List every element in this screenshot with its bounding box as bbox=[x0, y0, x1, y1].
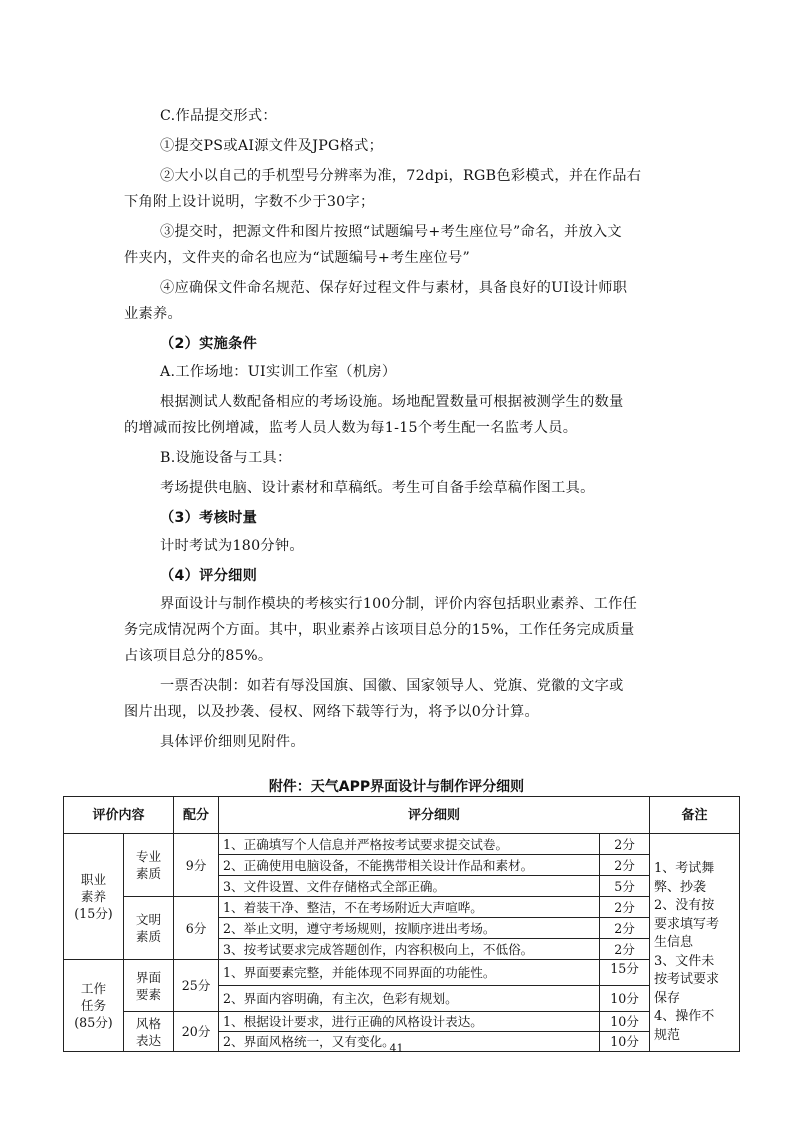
criterion-points: 15分 bbox=[600, 960, 650, 986]
paragraph-line: 根据测试人数配备相应的考场设施。场地配置数量可根据被测学生的数量 bbox=[160, 394, 624, 410]
paragraph-line: 占该项目总分的85%。 bbox=[124, 648, 273, 664]
criterion-text: 2、正确使用电脑设备，不能携带相关设计作品和素材。 bbox=[219, 855, 600, 876]
table-row bbox=[64, 897, 740, 918]
sub-score: 20分 bbox=[174, 1012, 219, 1052]
criterion-points: 2分 bbox=[600, 855, 650, 876]
paragraph-line: 业素养。 bbox=[124, 306, 182, 322]
paragraph-line: ②大小以自己的手机型号分辨率为准，72dpi，RGB色彩模式，并在作品右 bbox=[160, 168, 642, 184]
criterion-text: 1、根据设计要求，进行正确的风格设计表达。 bbox=[219, 1012, 600, 1032]
criterion-text: 2、界面内容明确，有主次，色彩有规划。 bbox=[219, 986, 600, 1012]
table-caption: 附件：天气APP界面设计与制作评分细则 bbox=[268, 779, 525, 795]
criterion-points: 2分 bbox=[600, 897, 650, 918]
criterion-points: 2分 bbox=[600, 834, 650, 855]
sub-label: 文明 素质 bbox=[124, 897, 174, 960]
section-heading: （3）考核时量 bbox=[160, 510, 258, 526]
criterion-text: 2、界面风格统一，又有变化。 bbox=[219, 1032, 600, 1052]
criterion-text: 1、界面要素完整，并能体现不同界面的功能性。 bbox=[219, 960, 600, 986]
criterion-points: 2分 bbox=[600, 939, 650, 960]
table-header-row bbox=[64, 797, 740, 834]
criterion-points: 10分 bbox=[600, 1012, 650, 1032]
paragraph-line: 图片出现，以及抄袭、侵权、网络下载等行为，将予以0分计算。 bbox=[124, 704, 539, 720]
page-number: 41 bbox=[389, 1042, 404, 1055]
scoring-table bbox=[63, 796, 740, 1052]
criterion-text: 3、文件设置、文件存储格式全部正确。 bbox=[219, 876, 600, 897]
group-label: 工作 任务 (85分) bbox=[64, 960, 124, 1052]
paragraph-line: ④应确保文件命名规范、保存好过程文件与素材，具备良好的UI设计师职 bbox=[160, 280, 628, 296]
sub-label: 风格 表达 bbox=[124, 1012, 174, 1052]
paragraph-line: 的增减而按比例增减，监考人员人数为每1-15个考生配一名监考人员。 bbox=[124, 420, 578, 436]
section-heading: （4）评分细则 bbox=[160, 568, 258, 584]
group-label: 职业 素养 (15分) bbox=[64, 834, 124, 960]
criterion-points: 5分 bbox=[600, 876, 650, 897]
criterion-text: 3、按考试要求完成答题创作，内容积极向上，不低俗。 bbox=[219, 939, 600, 960]
paragraph-line: 务完成情况两个方面。其中，职业素养占该项目总分的15%，工作任务完成质量 bbox=[124, 622, 635, 638]
paragraph-line: 下角附上设计说明，字数不少于30字； bbox=[124, 194, 375, 210]
table-row bbox=[64, 960, 740, 986]
sub-label: 专业 素质 bbox=[124, 834, 174, 897]
paragraph-line: B.设施设备与工具： bbox=[160, 450, 292, 466]
paragraph-line: 一票否决制：如若有辱没国旗、国徽、国家领导人、党旗、党徽的文字或 bbox=[160, 678, 624, 694]
header-criteria: 评分细则 bbox=[219, 797, 650, 834]
criterion-points: 2分 bbox=[600, 918, 650, 939]
section-heading: （2）实施条件 bbox=[160, 336, 258, 352]
paragraph-line: 考场提供电脑、设计素材和草稿纸。考生可自备手绘草稿作图工具。 bbox=[160, 480, 595, 496]
sub-score: 9分 bbox=[174, 834, 219, 897]
paragraph-line: C.作品提交形式： bbox=[160, 108, 277, 124]
sub-label: 界面 要素 bbox=[124, 960, 174, 1012]
header-content: 评价内容 bbox=[64, 797, 174, 834]
paragraph-line: ③提交时，把源文件和图片按照“试题编号+考生座位号”命名，并放入文 bbox=[160, 224, 622, 240]
paragraph-line: 具体评价细则见附件。 bbox=[160, 734, 305, 750]
paragraph-line: 界面设计与制作模块的考核实行100分制，评价内容包括职业素养、工作任 bbox=[160, 596, 638, 612]
header-notes: 备注 bbox=[650, 797, 740, 834]
criterion-text: 2、举止文明，遵守考场规则，按顺序进出考场。 bbox=[219, 918, 600, 939]
paragraph-line: ①提交PS或AI源文件及JPG格式； bbox=[160, 138, 384, 154]
paragraph-line: 件夹内，文件夹的命名也应为“试题编号+考生座位号” bbox=[124, 250, 471, 266]
sub-score: 25分 bbox=[174, 960, 219, 1012]
paragraph-line: 计时考试为180分钟。 bbox=[160, 538, 304, 554]
criterion-points: 10分 bbox=[600, 1032, 650, 1052]
sub-score: 6分 bbox=[174, 897, 219, 960]
paragraph-line: A.工作场地：UI实训工作室（机房） bbox=[160, 364, 397, 380]
table-row bbox=[64, 834, 740, 855]
criterion-text: 1、正确填写个人信息并严格按考试要求提交试卷。 bbox=[219, 834, 600, 855]
table-row bbox=[64, 1012, 740, 1032]
criterion-text: 1、着装干净、整洁，不在考场附近大声喧哗。 bbox=[219, 897, 600, 918]
notes-cell: 1、考试舞 弊、抄袭 2、没有按 要求填写考 生信息 3、文件未 按考试要求 保存 4、操作不 规范 bbox=[650, 834, 740, 1052]
criterion-points: 10分 bbox=[600, 986, 650, 1012]
header-score: 配分 bbox=[174, 797, 219, 834]
